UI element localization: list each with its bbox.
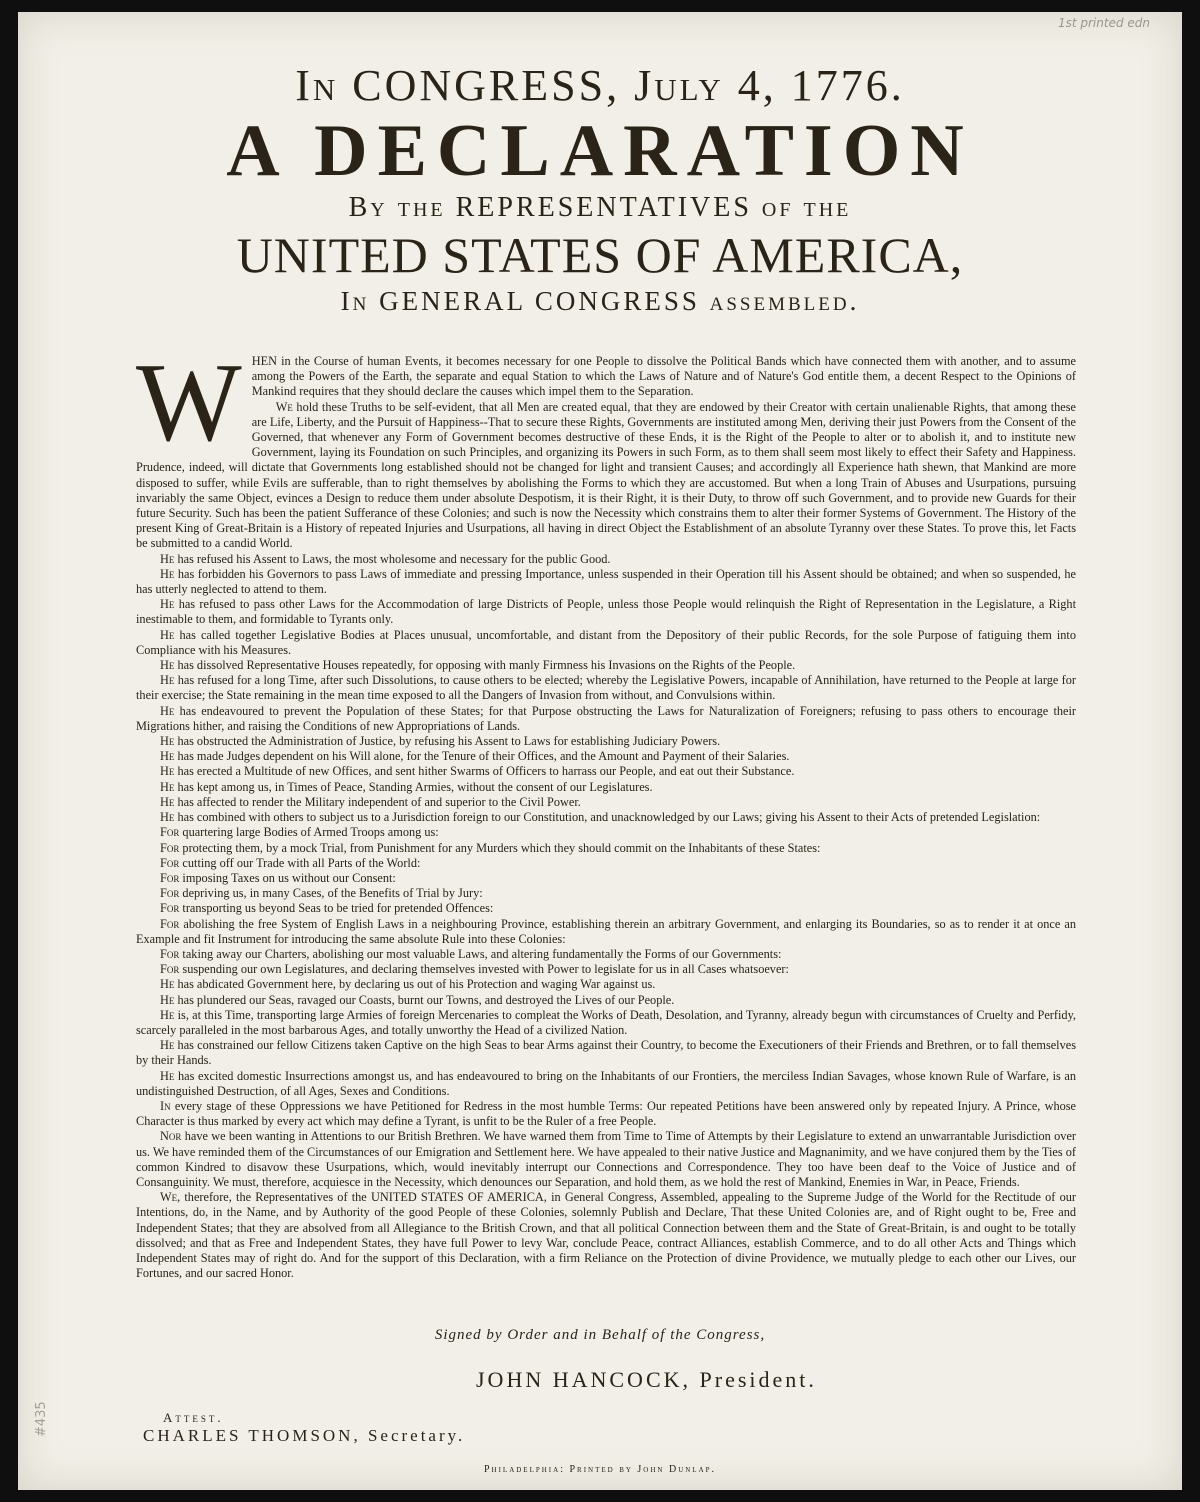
paragraph-lead: He: [160, 749, 175, 764]
paragraph-text: hold these Truths to be self-evident, that all Men are created equal, that they are endowed by their Creator with certain unalienable Rights, that among these are Life, Liberty, and the Pursuit of Happiness--That to secure these Rights, Governments are instituted among Men, deriving their just Powers from the Consent of the Governed, that whenever any Form of Government becomes destructive of these Ends, it is the Right of the People to alter or to abolish it, and to institute new Government, laying its Foundation on such Principles, and organizing its Powers in such Form, as to them shall seem most likely to effect their Safety and Happiness. Prudence, indeed, will dictate that Governments long established should not be changed for light and transient Causes; and accordingly all Experience hath shewn, that Mankind are more disposed to suffer, while Evils are sufferable, than to right themselves by abolishing the Forms to which they are accustomed. But when a long Train of Abuses and Usurpations, pursuing invariably the same Object, evinces a Design to reduce them under absolute Despotism, it is their Right, it is their Duty, to throw off such Government, and to provide new Guards for their future Security. Such has been the patient Sufferance of these Colonies; and such is now the Necessity which constrains them to alter their former Systems of Government. The History of the present King of Great-Britain is a History of repeated Injuries and Usurpations, all having in direct Object the Establishment of an absolute Tyranny over these States. To prove this, let Facts be submitted to a candid World.: [136, 399, 1076, 551]
paragraph-text: transporting us beyond Seas to be tried for pretended Offences:: [179, 901, 494, 916]
paragraph: [136, 871, 1076, 886]
paragraph: [136, 597, 1076, 627]
paragraph-text: has called together Legislative Bodies at Places unusual, uncomfortable, and distant from the Depository of their public Records, for the sole Purpose of fatiguing them into Compliance with his Measures.: [136, 627, 1076, 657]
paragraph: [136, 856, 1076, 871]
paragraph-lead: HEN: [251, 354, 277, 368]
paragraph-lead: We: [275, 399, 293, 414]
paragraph: [136, 704, 1076, 734]
heading-united-states: UNITED STATES OF AMERICA,: [236, 227, 964, 283]
paragraph: [136, 567, 1076, 597]
paragraph: [136, 749, 1076, 764]
paragraph: [136, 1038, 1076, 1068]
paragraph-lead: For: [160, 962, 180, 977]
paragraph: [136, 825, 1076, 840]
printer-imprint: Philadelphia: Printed by John Dunlap.: [483, 1464, 717, 1475]
paragraph-lead: Nor: [160, 1129, 182, 1144]
paragraph-text: has refused his Assent to Laws, the most wholesome and necessary for the public Good.: [174, 551, 611, 566]
paragraph-lead: He: [160, 566, 175, 581]
paragraph: [136, 1129, 1076, 1190]
archive-pencil-note: 1st printed edn: [1057, 16, 1150, 30]
hancock-signature: JOHN HANCOCK, President.: [476, 1367, 817, 1392]
paragraph-text: taking away our Charters, abolishing our most valuable Laws, and altering fundamentally the Forms of our Governments:: [179, 946, 782, 961]
paragraph-text: in the Course of human Events, it becomes necessary for one People to dissolve the Political Bands which have connected them with another, and to assume among the Powers of the Earth, the separate and equal Station to which the Laws of Nature and of Nature's God entitle them, a decent Respect to the Opinions of Mankind requires that they should declare the causes which impel them to the Separation.: [251, 354, 1076, 399]
paragraph-text: depriving us, in many Cases, of the Benefits of Trial by Jury:: [179, 886, 483, 901]
paragraph-lead: He: [160, 1007, 175, 1022]
paragraph-text: imposing Taxes on us without our Consent:: [179, 870, 396, 885]
paragraph-lead: For: [160, 946, 180, 961]
paragraph-text: has refused to pass other Laws for the Accommodation of large Districts of People, unless those People would relinquish the Right of Representation in the Legislature, a Right inestimable to them, and formidable to Tyrants only.: [136, 597, 1076, 627]
paragraph-lead: He: [160, 627, 175, 642]
paragraph-lead: He: [160, 794, 175, 809]
paragraph-lead: He: [160, 977, 175, 992]
paragraph-lead: He: [160, 1038, 175, 1053]
paragraph: [136, 780, 1076, 795]
paragraph-text: has obstructed the Administration of Justice, by refusing his Assent to Laws for establishing Judiciary Powers.: [174, 734, 721, 749]
paragraph-text: protecting them, by a mock Trial, from Punishment for any Murders which they should commit on the Inhabitants of these States:: [179, 840, 821, 855]
drop-cap: W: [136, 341, 242, 465]
paragraph: [136, 810, 1076, 825]
paragraph-lead: He: [160, 703, 175, 718]
paragraph: [136, 628, 1076, 658]
paragraph-text: has erected a Multitude of new Offices, and sent hither Swarms of Officers to harrass our People, and eat out their Substance.: [174, 764, 795, 779]
heading-representatives: By the REPRESENTATIVES of the: [348, 192, 852, 223]
paragraph: [136, 354, 1076, 400]
paragraph-text: therefore, the Representatives of the UNITED STATES OF AMERICA, in General Congress, Assembled, appealing to the Supreme Judge of the World for the Rectitude of our Intentions, do, in the Name, and by Authority of the good People of these Colonies, solemnly Publish and Declare, That these United Colonies are, and of Right ought to be, Free and Independent States; that they are absolved from all Allegiance to the British Crown, and that all political Connection between them and the State of Great-Britain, is and ought to be totally dissolved; and that as Free and Independent States, they have full Power to levy War, conclude Peace, contract Alliances, establish Commerce, and to do all other Acts and Things which Independent States may of right do. And for the support of this Declaration, with a firm Reliance on the Protection of divine Providence, we mutually pledge to each other our Lives, our Fortunes, and our sacred Honor.: [136, 1190, 1076, 1281]
paragraph-lead: He: [160, 734, 175, 749]
paragraph-text: has excited domestic Insurrections amongst us, and has endeavoured to bring on the Inhabitants of our Frontiers, the merciless Indian Savages, whose known Rule of Warfare, is an undistinguished Destruction, of all Ages, Sexes and Conditions.: [136, 1068, 1076, 1098]
paragraph: [136, 400, 1076, 552]
paragraph-lead: For: [160, 855, 180, 870]
paragraph-lead: He: [160, 992, 175, 1007]
paragraph: [136, 977, 1076, 992]
paragraph-text: is, at this Time, transporting large Armies of foreign Mercenaries to compleat the Works of Death, Desolation, and Tyranny, already begun with circumstances of Cruelty and Perfidy, scarcely paralleled in the most barbarous Ages, and totally unworthy the Head of a civilized Nation.: [136, 1007, 1076, 1037]
signed-by-order-line: Signed by Order and in Behalf of the Congress,: [434, 1327, 766, 1343]
paragraph: [136, 1099, 1076, 1129]
paragraph: [136, 917, 1076, 947]
heading-congress-date: In CONGRESS, July 4, 1776.: [295, 61, 905, 110]
paragraph: [136, 734, 1076, 749]
paragraph: [136, 1190, 1076, 1281]
paragraph-lead: In: [160, 1098, 171, 1113]
paragraph-lead: He: [160, 673, 175, 688]
paragraph: [136, 764, 1076, 779]
declaration-heading: [18, 61, 1182, 316]
attest-label: Attest.: [163, 1410, 224, 1425]
paragraph-lead: He: [160, 1068, 175, 1083]
paragraph-text: suspending our own Legislatures, and declaring themselves invested with Power to legislate for us in all Cases whatsoever:: [179, 962, 789, 977]
paragraph-text: has combined with others to subject us to a Jurisdiction foreign to our Constitution, and unacknowledged by our Laws; giving his Assent to their Acts of pretended Legislation:: [174, 810, 1041, 825]
paragraph: [136, 841, 1076, 856]
paragraph-text: cutting off our Trade with all Parts of the World:: [179, 855, 421, 870]
paragraph-lead: For: [160, 870, 180, 885]
paragraph-lead: He: [160, 597, 175, 612]
paragraph: [136, 962, 1076, 977]
paragraph-text: every stage of these Oppressions we have Petitioned for Redress in the most humble Terms: Our repeated Petitions have been answered only by repeated Injury. A Prince, whose Character is thus marked by every act which may define a Tyrant, is unfit to be the Ruler of a free People.: [136, 1098, 1076, 1129]
paragraph: [136, 658, 1076, 673]
paragraph-lead: For: [160, 901, 180, 916]
declaration-text: [136, 341, 1076, 1281]
paragraph-text: has plundered our Seas, ravaged our Coasts, burnt our Towns, and destroyed the Lives of our People.: [174, 992, 675, 1007]
broadside-sheet: [18, 12, 1182, 1490]
catalog-mark: #435: [34, 1401, 49, 1437]
paragraph-lead: He: [160, 551, 175, 566]
paragraph: [136, 795, 1076, 810]
paragraph-text: quartering large Bodies of Armed Troops among us:: [179, 825, 439, 840]
paragraph-lead: For: [160, 825, 180, 840]
heading-declaration: A DECLARATION: [226, 110, 974, 192]
paragraph: [136, 947, 1076, 962]
paragraph-lead: He: [160, 764, 175, 779]
paragraph: [136, 886, 1076, 901]
paragraph-text: has made Judges dependent on his Will alone, for the Tenure of their Offices, and the Amount and Payment of their Salaries.: [174, 749, 790, 764]
paragraph-lead: He: [160, 810, 175, 825]
paragraph-lead: He: [160, 658, 175, 673]
paragraph-text: has endeavoured to prevent the Population of these States; for that Purpose obstructing the Laws for Naturalization of Foreigners; refusing to pass others to encourage their Migrations hither, and raising the Conditions of new Appropriations of Lands.: [136, 703, 1076, 733]
paragraph-text: has dissolved Representative Houses repeatedly, for opposing with manly Firmness his Invasions on the Rights of the People.: [174, 658, 796, 673]
paragraph-text: has affected to render the Military independent of and superior to the Civil Power.: [174, 794, 581, 809]
paragraph-text: have we been wanting in Attentions to our British Brethren. We have warned them from Time to Time of Attempts by their Legislature to extend an unwarrantable Jurisdiction over us. We have reminded them of the Circumstances of our Emigration and Settlement here. We have appealed to their native Justice and Magnanimity, and we have conjured them by the Ties of common Kindred to disavow these Usurpations, which, would inevitably interrupt our Connections and Correspondence. They too have been deaf to the Voice of Justice and of Consanguinity. We must, therefore, acquiesce in the Necessity, which denounces our Separation, and hold them, as we hold the rest of Mankind, Enemies in War, in Peace, Friends.: [136, 1129, 1076, 1189]
paragraph: [136, 1008, 1076, 1038]
heading-general-congress: In GENERAL CONGRESS assembled.: [340, 286, 860, 316]
paragraph: [136, 1069, 1076, 1099]
paragraph-lead: For: [160, 916, 180, 931]
thomson-signature: CHARLES THOMSON, Secretary.: [143, 1426, 466, 1445]
paragraph: [136, 552, 1076, 567]
paragraph-lead: We,: [160, 1190, 181, 1205]
paragraph-lead: For: [160, 886, 180, 901]
paragraph-text: has abdicated Government here, by declaring us out of his Protection and waging War against us.: [174, 977, 656, 992]
paragraph: [136, 901, 1076, 916]
paragraph-lead: He: [160, 779, 175, 794]
paragraph-text: has refused for a long Time, after such Dissolutions, to cause others to be elected; whereby the Legislative Powers, incapable of Annihilation, have returned to the People at large for their exercise; the State remaining in the mean time exposed to all the Dangers of Invasion from without, and Convulsions within.: [136, 673, 1076, 703]
paragraph-text: has constrained our fellow Citizens taken Captive on the high Seas to bear Arms against their Country, to become the Executioners of their Friends and Brethren, or to fall themselves by their Hands.: [136, 1038, 1076, 1068]
paragraph-text: abolishing the free System of English Laws in a neighbouring Province, establishing therein an arbitrary Government, and enlarging its Boundaries, so as to render it at once an Example and fit Instrument for introducing the same absolute Rule into these Colonies:: [136, 916, 1076, 946]
paragraph: [136, 993, 1076, 1008]
paragraph: [136, 673, 1076, 703]
paragraph-text: has kept among us, in Times of Peace, Standing Armies, without the consent of our Legislatures.: [174, 779, 653, 794]
paragraph-lead: For: [160, 840, 180, 855]
paragraph-text: has forbidden his Governors to pass Laws of immediate and pressing Importance, unless suspended in their Operation till his Assent should be obtained; and when so suspended, he has utterly neglected to attend to them.: [136, 566, 1076, 597]
